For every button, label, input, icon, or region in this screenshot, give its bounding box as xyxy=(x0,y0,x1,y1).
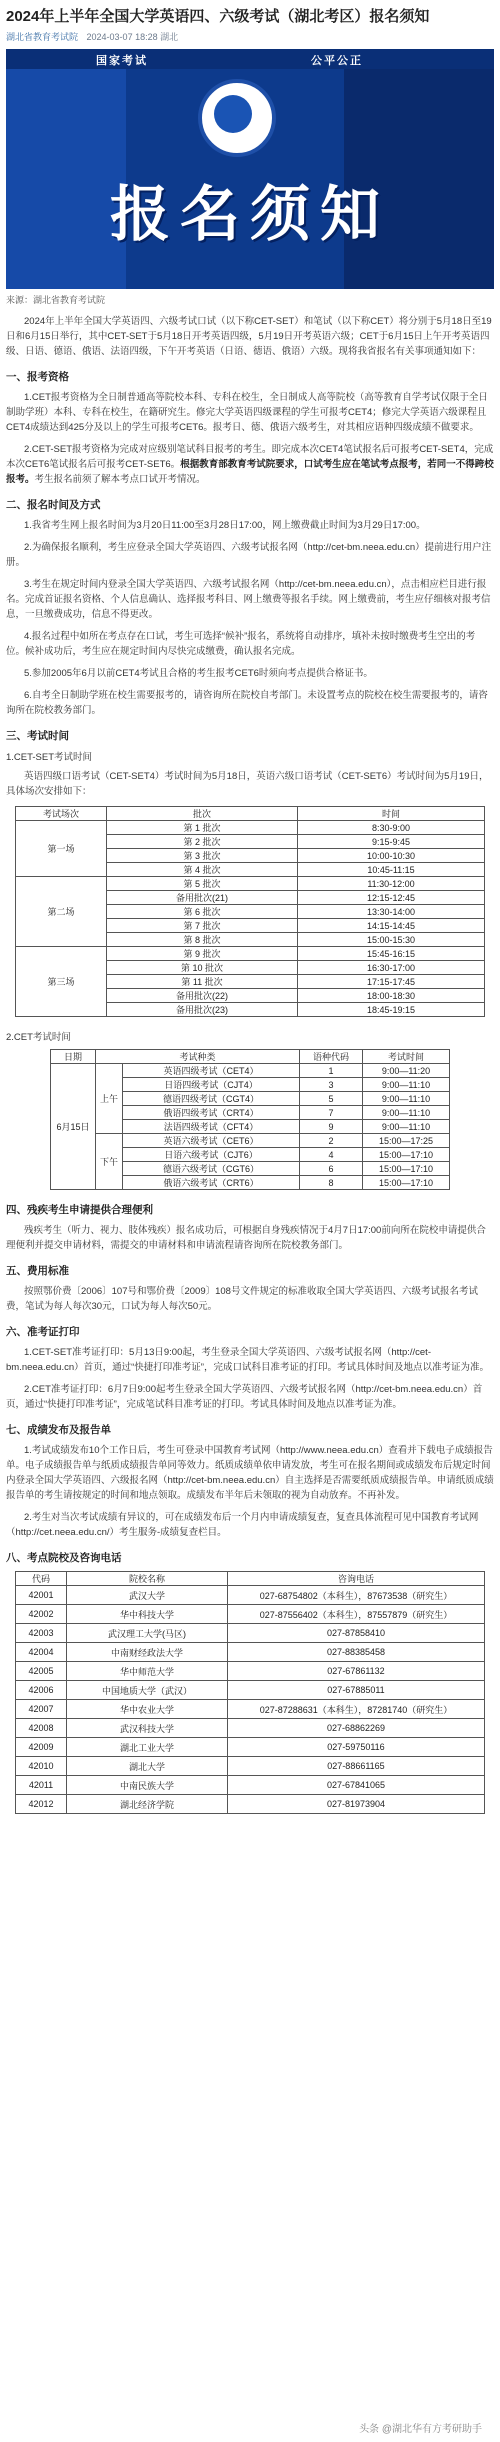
site-code-cell: 42004 xyxy=(16,1643,67,1662)
language-code-cell: 7 xyxy=(300,1106,363,1120)
language-code-cell: 6 xyxy=(300,1162,363,1176)
article-meta xyxy=(6,30,494,43)
table-row xyxy=(16,1605,485,1624)
paragraph: 1.CET报考资格为全日制普通高等院校本科、专科在校生，全日制成人高等院校（高等教育自学考试仅限于全日制助学班）本科、专科在校生，在籍研究生。修完大学英语四级课程的学生可报考CET4；修完大学英语六级课程且CET4成绩达到425分及以上的学生可报考CET6。报考日、德、俄语六级考生，对其相应语种四级成绩不做要求。 xyxy=(6,392,488,433)
exam-time-cell: 15:00—17:10 xyxy=(363,1162,450,1176)
session-name-cell: 第一场 xyxy=(16,821,107,877)
batch-cell: 第 5 批次 xyxy=(107,877,298,891)
school-name-cell: 武汉大学 xyxy=(67,1586,228,1605)
paragraph: 残疾考生（听力、视力、肢体残疾）报名成功后，可根据自身残疾情况于4月7日17:00前向所在院校申请提供合理便利并提交申请材料，需提交的申请材料和申请流程请咨询所在院校教务部门。 xyxy=(6,1225,486,1251)
table-header: 考试种类 xyxy=(96,1050,300,1064)
paragraph: 1.考试成绩发布10个工作日后，考生可登录中国教育考试网（http://www.neea.edu.cn）查看并下载电子成绩报告单。电子成绩报告单与纸质成绩报告单同等效力。纸质成绩单依申请发放，考生可在报名期间或成绩发布后规定时间内登录全国大学英语四、六级报名网（http://cet-bm.neea.edu.cn）自主选择是否需要纸质成绩报告单。申请纸质成绩报告单的考生请按规定的时间和地点领取。成绩发布半年后未领取的视为自动放弃。不再补发。 xyxy=(6,1445,494,1501)
time-cell: 9:15-9:45 xyxy=(298,835,485,849)
phone-cell: 027-68754802（本科生），87673538（研究生） xyxy=(228,1586,485,1605)
time-cell: 12:15-12:45 xyxy=(298,891,485,905)
exam-type-cell: 英语六级考试（CET6） xyxy=(123,1134,300,1148)
time-cell: 14:15-14:45 xyxy=(298,919,485,933)
exam-time-cell: 9:00—11:10 xyxy=(363,1120,450,1134)
table-row xyxy=(16,1662,485,1681)
site-code-cell: 42011 xyxy=(16,1776,67,1795)
publish-date: 2024-03-07 18:28 xyxy=(86,32,158,42)
batch-cell: 第 9 批次 xyxy=(107,947,298,961)
banner-title: 报名须知 xyxy=(110,180,390,250)
section-heading: 一、报考资格 xyxy=(6,371,69,383)
language-code-cell: 1 xyxy=(300,1064,363,1078)
section-heading: 二、报名时间及方式 xyxy=(6,499,101,511)
intro-paragraph: 2024年上半年全国大学英语四、六级考试口试（以下称CET-SET）和笔试（以下称CET）将分别于5月18日至19日和6月15日举行，其中CET-SET于5月18日开考英语四级，5月19日开考英语六级；CET于6月15日上午开考英语四级、日语、德语、俄语、法语四级，下午开考英语（日语、德语、俄语）六级。现将我省报名有关事项通知如下： xyxy=(6,316,492,357)
paragraph: 2.为确保报名顺利，考生应登录全国大学英语四、六级考试报名网（http://cet-bm.neea.edu.cn）提前进行用户注册。 xyxy=(6,542,492,568)
phone-cell: 027-59750116 xyxy=(228,1738,485,1757)
site-code-cell: 42007 xyxy=(16,1700,67,1719)
table-header: 考试时间 xyxy=(363,1050,450,1064)
batch-cell: 第 8 批次 xyxy=(107,933,298,947)
table-header: 时间 xyxy=(298,807,485,821)
exam-sites-table xyxy=(15,1571,485,1814)
paragraph: 3.考生在规定时间内登录全国大学英语四、六级考试报名网（http://cet-bm.neea.edu.cn），点击相应栏目进行报名。完成首证报名资格、个人信息确认、选择报考科目、网上缴费等报名手续。网上缴费前，考生应仔细核对报考信息，一旦缴费成功，信息不得更改。 xyxy=(6,579,491,620)
table-row xyxy=(16,1776,485,1795)
table-row xyxy=(16,947,485,961)
batch-cell: 备用批次(23) xyxy=(107,1003,298,1017)
time-cell: 17:15-17:45 xyxy=(298,975,485,989)
image-caption: 来源：湖北省教育考试院 xyxy=(6,295,106,305)
time-cell: 10:00-10:30 xyxy=(298,849,485,863)
site-code-cell: 42001 xyxy=(16,1586,67,1605)
table-row xyxy=(51,1064,450,1078)
table-header: 语种代码 xyxy=(300,1050,363,1064)
site-code-cell: 42010 xyxy=(16,1757,67,1776)
batch-cell: 备用批次(22) xyxy=(107,989,298,1003)
exam-type-cell: 德语四级考试（CGT4） xyxy=(123,1092,300,1106)
paragraph: 1.CET-SET准考证打印：5月13日9:00起，考生登录全国大学英语四、六级考试报名网（http://cet-bm.neea.edu.cn）首页，通过“快捷打印准考证”，完成口试科目准考证的打印。考试具体时间及地点以准考证为准。 xyxy=(6,1347,489,1373)
exam-time-cell: 9:00—11:20 xyxy=(363,1064,450,1078)
batch-cell: 第 2 批次 xyxy=(107,835,298,849)
table-row xyxy=(16,1624,485,1643)
table-row xyxy=(16,821,485,835)
language-code-cell: 3 xyxy=(300,1078,363,1092)
section-heading: 六、准考证打印 xyxy=(6,1326,80,1338)
table-header: 考试场次 xyxy=(16,807,107,821)
table-row xyxy=(16,1738,485,1757)
exam-type-cell: 日语四级考试（CJT4） xyxy=(123,1078,300,1092)
exam-type-cell: 法语四级考试（CFT4） xyxy=(123,1120,300,1134)
paragraph: 5.参加2005年6月以前CET4考试且合格的考生报考CET6时须向考点提供合格证书。 xyxy=(24,668,373,679)
batch-cell: 备用批次(21) xyxy=(107,891,298,905)
section-heading: 八、考点院校及咨询电话 xyxy=(6,1552,122,1564)
cet-set-schedule-table xyxy=(15,806,485,1017)
school-name-cell: 湖北经济学院 xyxy=(67,1795,228,1814)
table-header: 咨询电话 xyxy=(228,1572,485,1586)
time-cell: 10:45-11:15 xyxy=(298,863,485,877)
time-cell: 15:45-16:15 xyxy=(298,947,485,961)
site-code-cell: 42003 xyxy=(16,1624,67,1643)
phone-cell: 027-88385458 xyxy=(228,1643,485,1662)
time-cell: 15:00-15:30 xyxy=(298,933,485,947)
time-cell: 8:30-9:00 xyxy=(298,821,485,835)
school-name-cell: 华中师范大学 xyxy=(67,1662,228,1681)
phone-cell: 027-68862269 xyxy=(228,1719,485,1738)
language-code-cell: 4 xyxy=(300,1148,363,1162)
exam-type-cell: 俄语六级考试（CRT6） xyxy=(123,1176,300,1190)
language-code-cell: 8 xyxy=(300,1176,363,1190)
date-cell: 6月15日 xyxy=(51,1064,96,1190)
half-day-cell: 上午 xyxy=(96,1064,123,1134)
language-code-cell: 2 xyxy=(300,1134,363,1148)
batch-cell: 第 11 批次 xyxy=(107,975,298,989)
exam-time-cell: 15:00—17:25 xyxy=(363,1134,450,1148)
exam-type-cell: 德语六级考试（CGT6） xyxy=(123,1162,300,1176)
banner-right-text: 公平公正 xyxy=(311,55,363,67)
exam-time-cell: 9:00—11:10 xyxy=(363,1092,450,1106)
publish-place: 湖北 xyxy=(160,32,179,42)
table-header: 代码 xyxy=(16,1572,67,1586)
source-link[interactable]: 湖北省教育考试院 xyxy=(6,32,79,42)
sub-heading: 2.CET考试时间 xyxy=(6,1032,71,1043)
table-row xyxy=(16,1681,485,1700)
school-name-cell: 中国地质大学（武汉） xyxy=(67,1681,228,1700)
section-heading: 五、费用标准 xyxy=(6,1265,69,1277)
batch-cell: 第 1 批次 xyxy=(107,821,298,835)
time-cell: 18:00-18:30 xyxy=(298,989,485,1003)
banner-topbar xyxy=(6,49,494,69)
table-header: 日期 xyxy=(51,1050,96,1064)
banner-image xyxy=(6,49,494,289)
paragraph: 1.我省考生网上报名时间为3月20日11:00至3月28日17:00，网上缴费截止时间为3月29日17:00。 xyxy=(24,520,426,531)
site-code-cell: 42005 xyxy=(16,1662,67,1681)
table-row xyxy=(16,1795,485,1814)
cet-schedule-table xyxy=(50,1049,450,1190)
school-name-cell: 湖北工业大学 xyxy=(67,1738,228,1757)
time-cell: 18:45-19:15 xyxy=(298,1003,485,1017)
section-heading: 七、成绩发布及报告单 xyxy=(6,1424,111,1436)
site-code-cell: 42006 xyxy=(16,1681,67,1700)
section-heading: 四、残疾考生申请提供合理便利 xyxy=(6,1204,153,1216)
batch-cell: 第 7 批次 xyxy=(107,919,298,933)
site-code-cell: 42002 xyxy=(16,1605,67,1624)
paragraph: 6.自考全日制助学班在校生需要报考的，请咨询所在院校自考部门。未设置考点的院校在校生需要报考的，请咨询所在院校教务部门。 xyxy=(6,690,488,716)
school-name-cell: 武汉科技大学 xyxy=(67,1719,228,1738)
time-cell: 13:30-14:00 xyxy=(298,905,485,919)
section-heading: 三、考试时间 xyxy=(6,730,69,742)
phone-cell: 027-67885011 xyxy=(228,1681,485,1700)
table-row xyxy=(16,1586,485,1605)
batch-cell: 第 4 批次 xyxy=(107,863,298,877)
phone-cell: 027-67861132 xyxy=(228,1662,485,1681)
paragraph: 4.报名过程中如所在考点存在口试，考生可选择“候补”报名，系统将自动排序，填补未按时缴费考生空出的考位。候补成功后，考生应在规定时间内尽快完成缴费，确认报名完成。 xyxy=(6,631,476,657)
exam-time-cell: 15:00—17:10 xyxy=(363,1148,450,1162)
page-title: 2024年上半年全国大学英语四、六级考试（湖北考区）报名须知 xyxy=(6,8,430,25)
paragraph: 按照鄂价费〔2006〕107号和鄂价费〔2009〕108号文件规定的标准收取全国大学英语四、六级考试报名考试费，笔试为每人每次30元，口试为每人每次50元。 xyxy=(6,1286,478,1312)
school-name-cell: 武汉理工大学(马区) xyxy=(67,1624,228,1643)
exam-type-cell: 英语四级考试（CET4） xyxy=(123,1064,300,1078)
language-code-cell: 9 xyxy=(300,1120,363,1134)
paragraph: 英语四级口语考试（CET-SET4）考试时间为5月18日，英语六级口语考试（CET-SET6）考试时间为5月19日，具体场次安排如下： xyxy=(6,771,489,797)
table-row xyxy=(16,1757,485,1776)
sub-heading: 1.CET-SET考试时间 xyxy=(6,752,93,763)
half-day-cell: 下午 xyxy=(96,1134,123,1190)
exam-time-cell: 9:00—11:10 xyxy=(363,1106,450,1120)
exam-authority-emblem-icon xyxy=(198,79,276,157)
table-row xyxy=(16,1700,485,1719)
session-name-cell: 第二场 xyxy=(16,877,107,947)
phone-cell: 027-87858410 xyxy=(228,1624,485,1643)
table-row xyxy=(16,1719,485,1738)
site-code-cell: 42008 xyxy=(16,1719,67,1738)
paragraph: 2.CET-SET报考资格为完成对应级别笔试科目报考的考生。即完成本次CET4笔试报名后可报考CET-SET4，完成本次CET6笔试报名后可报考CET-SET6。根据教育部教育考试院要求，口试考生应在笔试考点报考，若同一不得跨校报考。考生报名前须了解本考点口试开考情况。 xyxy=(6,444,494,485)
paragraph: 2.CET准考证打印：6月7日9:00起考生登录全国大学英语四、六级考试报名网（http://cet-bm.neea.edu.cn）首页，通过“快捷打印准考证”，完成笔试科目准考证的打印。考试具体时间及地点以准考证为准。 xyxy=(6,1384,483,1410)
site-code-cell: 42009 xyxy=(16,1738,67,1757)
exam-time-cell: 9:00—11:10 xyxy=(363,1078,450,1092)
site-code-cell: 42012 xyxy=(16,1795,67,1814)
exam-type-cell: 日语六级考试（CJT6） xyxy=(123,1148,300,1162)
phone-cell: 027-67841065 xyxy=(228,1776,485,1795)
school-name-cell: 华中科技大学 xyxy=(67,1605,228,1624)
table-row xyxy=(51,1134,450,1148)
school-name-cell: 湖北大学 xyxy=(67,1757,228,1776)
table-row xyxy=(16,877,485,891)
time-cell: 11:30-12:00 xyxy=(298,877,485,891)
phone-cell: 027-87288631（本科生），87281740（研究生） xyxy=(228,1700,485,1719)
batch-cell: 第 6 批次 xyxy=(107,905,298,919)
school-name-cell: 中南财经政法大学 xyxy=(67,1643,228,1662)
phone-cell: 027-81973904 xyxy=(228,1795,485,1814)
time-cell: 16:30-17:00 xyxy=(298,961,485,975)
exam-type-cell: 俄语四级考试（CRT4） xyxy=(123,1106,300,1120)
batch-cell: 第 10 批次 xyxy=(107,961,298,975)
exam-time-cell: 15:00—17:10 xyxy=(363,1176,450,1190)
watermark: 头条 @湖北华有方考研助手 xyxy=(359,2424,482,2435)
phone-cell: 027-87556402（本科生），87557879（研究生） xyxy=(228,1605,485,1624)
banner-left-text: 国家考试 xyxy=(96,55,148,67)
table-row xyxy=(16,1643,485,1662)
school-name-cell: 中南民族大学 xyxy=(67,1776,228,1795)
paragraph: 2.考生对当次考试成绩有异议的，可在成绩发布后一个月内申请成绩复查，复查具体流程可见中国教育考试网（http://cet.neea.edu.cn/）考生服务-成绩复查栏目。 xyxy=(6,1512,479,1538)
language-code-cell: 5 xyxy=(300,1092,363,1106)
session-name-cell: 第三场 xyxy=(16,947,107,1017)
table-header: 院校名称 xyxy=(67,1572,228,1586)
phone-cell: 027-88661165 xyxy=(228,1757,485,1776)
school-name-cell: 华中农业大学 xyxy=(67,1700,228,1719)
table-header: 批次 xyxy=(107,807,298,821)
batch-cell: 第 3 批次 xyxy=(107,849,298,863)
